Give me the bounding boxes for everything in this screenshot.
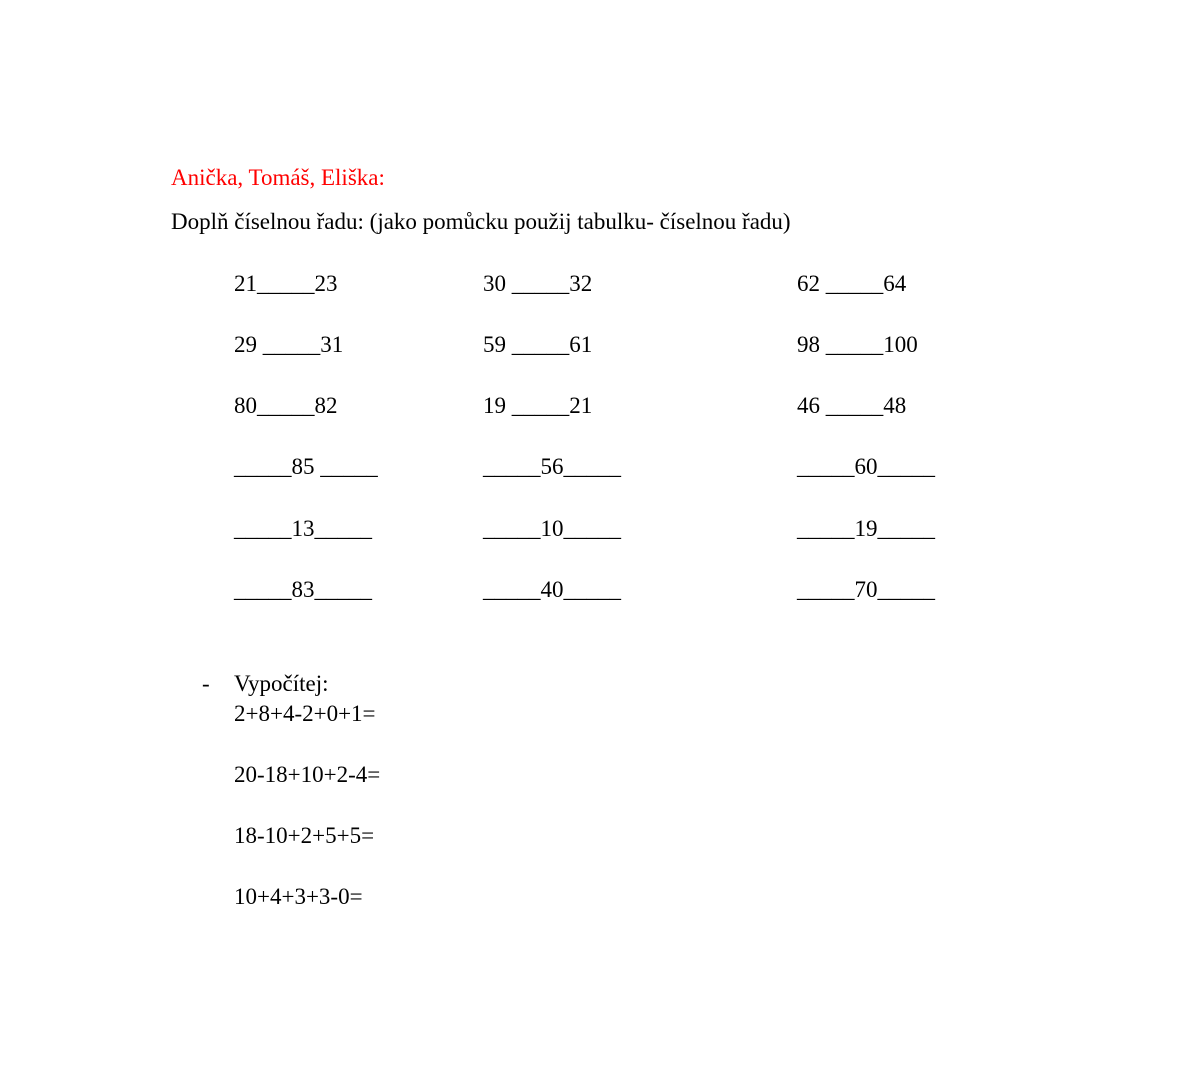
sequence-item: _____70_____ (797, 577, 935, 602)
sequence-item: _____56_____ (483, 454, 621, 479)
math-expression: 10+4+3+3-0= (234, 884, 363, 909)
sequence-item: 62 _____64 (797, 271, 907, 296)
sequence-item: _____10_____ (483, 516, 621, 541)
student-names: Anička, Tomáš, Eliška: (171, 165, 385, 190)
sequence-item: _____83_____ (234, 577, 372, 602)
sequence-item: 21_____23 (234, 271, 338, 296)
sequence-item: 30 _____32 (483, 271, 593, 296)
sequence-item: _____40_____ (483, 577, 621, 602)
sequence-item: 19 _____21 (483, 393, 593, 418)
sequence-item: 98 _____100 (797, 332, 918, 357)
sequence-item: 59 _____61 (483, 332, 593, 357)
sequence-item: _____19_____ (797, 516, 935, 541)
math-expression: 2+8+4-2+0+1= (234, 701, 376, 726)
sequence-item: 46 _____48 (797, 393, 907, 418)
list-bullet: - (202, 671, 210, 696)
task-instruction: Doplň číselnou řadu: (jako pomůcku použij tabulku- číselnou řadu) (171, 209, 791, 234)
task-heading: Vypočítej: (234, 671, 329, 696)
sequence-item: _____60_____ (797, 454, 935, 479)
sequence-item: _____13_____ (234, 516, 372, 541)
sequence-item: 80_____82 (234, 393, 338, 418)
sequence-item: 29 _____31 (234, 332, 344, 357)
math-expression: 20-18+10+2-4= (234, 762, 381, 787)
math-expression: 18-10+2+5+5= (234, 823, 375, 848)
sequence-item: _____85 _____ (234, 454, 378, 479)
